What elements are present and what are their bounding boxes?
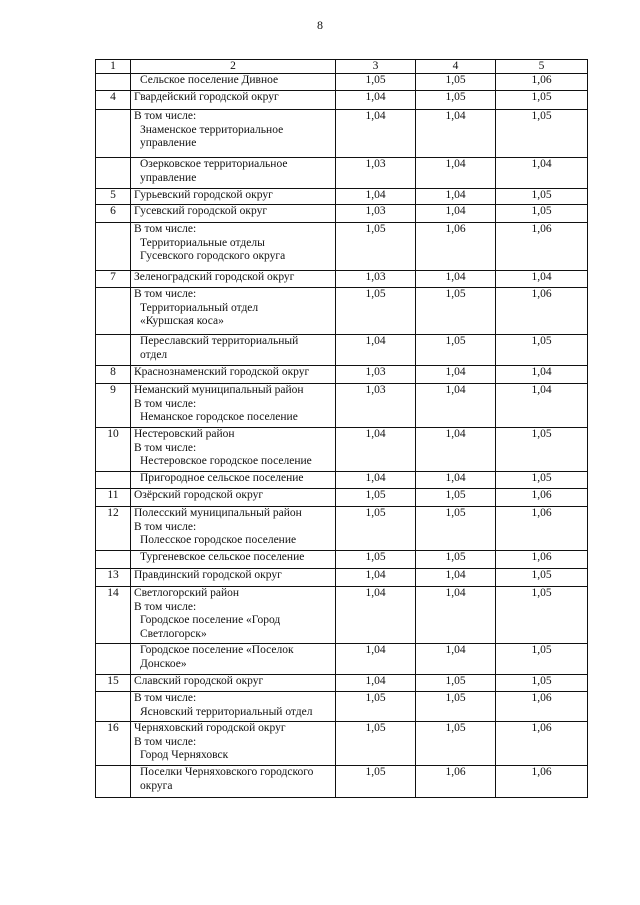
name-line: Краснознаменский городской округ bbox=[134, 366, 310, 378]
coefficient-value: 1,03 bbox=[336, 205, 416, 223]
name-line: Правдинский городской округ bbox=[134, 569, 282, 581]
name-line: В том числе: bbox=[134, 397, 197, 410]
table-row bbox=[96, 428, 588, 472]
row-number: 6 bbox=[96, 205, 131, 223]
table-row bbox=[96, 271, 588, 288]
coefficient-value: 1,06 bbox=[496, 722, 588, 766]
coefficient-value: 1,05 bbox=[336, 766, 416, 798]
coefficient-value: 1,04 bbox=[496, 384, 588, 428]
coefficient-value: 1,05 bbox=[336, 489, 416, 507]
table-row bbox=[96, 551, 588, 569]
name-line: Тургеневское сельское поселение bbox=[140, 551, 305, 563]
coefficient-value: 1,05 bbox=[416, 335, 496, 366]
coefficient-value: 1,04 bbox=[416, 158, 496, 189]
name-line: Полесский муниципальный район bbox=[134, 507, 302, 519]
municipality-name bbox=[131, 335, 336, 366]
column-header: 2 bbox=[131, 60, 336, 74]
row-number: 9 bbox=[96, 384, 131, 428]
page-number: 8 bbox=[317, 18, 323, 32]
name-line: управление bbox=[140, 171, 197, 184]
name-line: Светлогорск» bbox=[140, 627, 207, 640]
table-row bbox=[96, 205, 588, 223]
table-row bbox=[96, 766, 588, 798]
coefficients-table bbox=[95, 59, 588, 798]
municipality-name bbox=[131, 722, 336, 766]
coefficient-value: 1,06 bbox=[496, 766, 588, 798]
municipality-name bbox=[131, 766, 336, 798]
coefficient-value: 1,06 bbox=[496, 551, 588, 569]
name-line: В том числе: bbox=[134, 520, 197, 533]
coefficient-value: 1,04 bbox=[416, 428, 496, 472]
coefficient-value: 1,03 bbox=[336, 384, 416, 428]
name-line: Озёрский городской округ bbox=[134, 489, 264, 501]
name-line: Неманский муниципальный район bbox=[134, 384, 304, 396]
municipality-name bbox=[131, 675, 336, 692]
row-number bbox=[96, 110, 131, 158]
table-row bbox=[96, 587, 588, 644]
column-header: 5 bbox=[496, 60, 588, 74]
municipality-name bbox=[131, 223, 336, 271]
name-line: Гусевского городского округа bbox=[140, 250, 286, 262]
coefficient-value: 1,05 bbox=[496, 91, 588, 110]
row-number: 4 bbox=[96, 91, 131, 110]
table-row bbox=[96, 223, 588, 271]
coefficient-value: 1,05 bbox=[496, 428, 588, 472]
coefficient-value: 1,06 bbox=[496, 74, 588, 91]
coefficient-value: 1,05 bbox=[496, 675, 588, 692]
coefficient-value: 1,04 bbox=[416, 366, 496, 384]
coefficient-value: 1,05 bbox=[416, 675, 496, 692]
name-line: Нестеровское городское поселение bbox=[140, 455, 312, 467]
name-line: Поселки Черняховского городского bbox=[140, 766, 314, 778]
coefficient-value: 1,05 bbox=[496, 472, 588, 489]
name-line: «Куршская коса» bbox=[140, 315, 224, 327]
column-header: 4 bbox=[416, 60, 496, 74]
municipality-name bbox=[131, 74, 336, 91]
name-line: В том числе: bbox=[134, 441, 197, 454]
name-line: Городское поселение «Город bbox=[140, 614, 281, 626]
coefficient-value: 1,04 bbox=[416, 189, 496, 205]
row-number bbox=[96, 644, 131, 675]
row-number bbox=[96, 766, 131, 798]
row-number: 7 bbox=[96, 271, 131, 288]
municipality-name bbox=[131, 384, 336, 428]
name-line: управление bbox=[140, 137, 197, 149]
coefficient-value: 1,04 bbox=[336, 644, 416, 675]
municipality-name bbox=[131, 692, 336, 722]
coefficient-value: 1,04 bbox=[416, 569, 496, 587]
municipality-name bbox=[131, 587, 336, 644]
row-number bbox=[96, 335, 131, 366]
coefficient-value: 1,06 bbox=[496, 507, 588, 551]
municipality-name bbox=[131, 91, 336, 110]
coefficient-value: 1,04 bbox=[336, 335, 416, 366]
name-line: В том числе: bbox=[134, 288, 197, 300]
coefficient-value: 1,05 bbox=[336, 692, 416, 722]
coefficient-value: 1,06 bbox=[496, 692, 588, 722]
coefficient-value: 1,05 bbox=[496, 205, 588, 223]
coefficient-value: 1,05 bbox=[416, 91, 496, 110]
municipality-name bbox=[131, 569, 336, 587]
name-line: В том числе: bbox=[134, 600, 197, 613]
coefficient-value: 1,05 bbox=[416, 551, 496, 569]
name-line: В том числе: bbox=[134, 110, 197, 122]
coefficient-value: 1,03 bbox=[336, 271, 416, 288]
row-number: 5 bbox=[96, 189, 131, 205]
municipality-name bbox=[131, 489, 336, 507]
row-number bbox=[96, 472, 131, 489]
coefficient-value: 1,04 bbox=[416, 587, 496, 644]
coefficient-value: 1,04 bbox=[416, 644, 496, 675]
table-row bbox=[96, 489, 588, 507]
name-line: Городское поселение «Поселок bbox=[140, 644, 294, 656]
coefficient-value: 1,05 bbox=[416, 507, 496, 551]
coefficient-value: 1,06 bbox=[496, 288, 588, 335]
name-line: Гурьевский городской округ bbox=[134, 189, 273, 201]
name-line: Нестеровский район bbox=[134, 428, 235, 440]
coefficient-value: 1,04 bbox=[336, 428, 416, 472]
coefficient-value: 1,04 bbox=[336, 110, 416, 158]
coefficient-value: 1,04 bbox=[416, 384, 496, 428]
column-header: 1 bbox=[96, 60, 131, 74]
row-number: 10 bbox=[96, 428, 131, 472]
coefficient-value: 1,06 bbox=[416, 766, 496, 798]
municipality-name bbox=[131, 288, 336, 335]
coefficient-value: 1,05 bbox=[416, 74, 496, 91]
municipality-name bbox=[131, 507, 336, 551]
coefficient-value: 1,05 bbox=[496, 110, 588, 158]
name-line: Гусевский городской округ bbox=[134, 205, 268, 217]
coefficient-value: 1,04 bbox=[336, 587, 416, 644]
coefficient-value: 1,04 bbox=[336, 91, 416, 110]
coefficient-value: 1,05 bbox=[336, 507, 416, 551]
name-line: Зеленоградский городской округ bbox=[134, 271, 295, 283]
row-number: 13 bbox=[96, 569, 131, 587]
coefficient-value: 1,04 bbox=[336, 569, 416, 587]
name-line: Территориальные отделы bbox=[140, 236, 265, 249]
coefficient-value: 1,05 bbox=[496, 587, 588, 644]
row-number: 12 bbox=[96, 507, 131, 551]
row-number: 16 bbox=[96, 722, 131, 766]
coefficient-value: 1,06 bbox=[496, 489, 588, 507]
municipality-name bbox=[131, 472, 336, 489]
name-line: Переславский территориальный bbox=[140, 335, 299, 347]
coefficient-value: 1,05 bbox=[496, 335, 588, 366]
coefficient-value: 1,04 bbox=[496, 366, 588, 384]
table-row bbox=[96, 472, 588, 489]
municipality-name bbox=[131, 551, 336, 569]
row-number: 8 bbox=[96, 366, 131, 384]
name-line: Ясновский территориальный отдел bbox=[140, 705, 313, 718]
coefficient-value: 1,04 bbox=[496, 158, 588, 189]
name-line: Территориальный отдел bbox=[140, 301, 259, 314]
row-number bbox=[96, 551, 131, 569]
row-number: 11 bbox=[96, 489, 131, 507]
municipality-name bbox=[131, 205, 336, 223]
municipality-name bbox=[131, 189, 336, 205]
column-header: 3 bbox=[336, 60, 416, 74]
name-line: Озерковское территориальное bbox=[140, 158, 288, 170]
coefficient-value: 1,05 bbox=[336, 74, 416, 91]
municipality-name bbox=[131, 110, 336, 158]
coefficient-value: 1,06 bbox=[416, 223, 496, 271]
municipality-name bbox=[131, 271, 336, 288]
coefficient-value: 1,05 bbox=[336, 288, 416, 335]
municipality-name bbox=[131, 644, 336, 675]
coefficient-value: 1,05 bbox=[416, 692, 496, 722]
row-number bbox=[96, 692, 131, 722]
coefficient-value: 1,04 bbox=[416, 472, 496, 489]
row-number: 14 bbox=[96, 587, 131, 644]
coefficient-value: 1,04 bbox=[416, 205, 496, 223]
table-row bbox=[96, 569, 588, 587]
coefficient-value: 1,04 bbox=[496, 271, 588, 288]
table-row bbox=[96, 644, 588, 675]
coefficient-value: 1,05 bbox=[496, 189, 588, 205]
row-number bbox=[96, 158, 131, 189]
name-line: В том числе: bbox=[134, 735, 197, 748]
table-row bbox=[96, 692, 588, 722]
name-line: Пригородное сельское поселение bbox=[140, 472, 304, 484]
table-row bbox=[96, 110, 588, 158]
table-row bbox=[96, 366, 588, 384]
coefficient-value: 1,05 bbox=[496, 644, 588, 675]
coefficient-value: 1,05 bbox=[336, 223, 416, 271]
row-number bbox=[96, 288, 131, 335]
coefficient-value: 1,04 bbox=[336, 675, 416, 692]
name-line: В том числе: bbox=[134, 692, 197, 704]
name-line: Сельское поселение Дивное bbox=[140, 74, 279, 86]
municipality-name bbox=[131, 366, 336, 384]
name-line: Город Черняховск bbox=[140, 749, 229, 761]
coefficient-value: 1,05 bbox=[416, 288, 496, 335]
municipality-name bbox=[131, 158, 336, 189]
table-row bbox=[96, 158, 588, 189]
coefficient-value: 1,05 bbox=[336, 551, 416, 569]
coefficient-value: 1,04 bbox=[416, 271, 496, 288]
name-line: отдел bbox=[140, 348, 168, 361]
table-row bbox=[96, 507, 588, 551]
name-line: В том числе: bbox=[134, 223, 197, 235]
table-row bbox=[96, 384, 588, 428]
name-line: Черняховский городской округ bbox=[134, 722, 286, 734]
table-row bbox=[96, 74, 588, 91]
row-number bbox=[96, 74, 131, 91]
table-header-row bbox=[96, 60, 588, 74]
name-line: Неманское городское поселение bbox=[140, 411, 298, 423]
table-row bbox=[96, 335, 588, 366]
coefficient-value: 1,05 bbox=[416, 489, 496, 507]
coefficient-value: 1,03 bbox=[336, 158, 416, 189]
table-row bbox=[96, 91, 588, 110]
row-number: 15 bbox=[96, 675, 131, 692]
row-number bbox=[96, 223, 131, 271]
name-line: округа bbox=[140, 779, 173, 792]
coefficient-value: 1,04 bbox=[336, 472, 416, 489]
coefficient-value: 1,05 bbox=[416, 722, 496, 766]
table-row bbox=[96, 675, 588, 692]
coefficient-value: 1,06 bbox=[496, 223, 588, 271]
coefficient-value: 1,04 bbox=[336, 189, 416, 205]
coefficient-value: 1,04 bbox=[416, 110, 496, 158]
name-line: Славский городской округ bbox=[134, 675, 264, 687]
name-line: Донское» bbox=[140, 657, 187, 670]
table-row bbox=[96, 189, 588, 205]
name-line: Полесское городское поселение bbox=[140, 534, 297, 546]
municipality-name bbox=[131, 428, 336, 472]
table-row bbox=[96, 722, 588, 766]
name-line: Знаменское территориальное bbox=[140, 123, 284, 136]
name-line: Гвардейский городской округ bbox=[134, 91, 279, 103]
table-row bbox=[96, 288, 588, 335]
coefficient-value: 1,03 bbox=[336, 366, 416, 384]
coefficient-value: 1,05 bbox=[496, 569, 588, 587]
coefficient-value: 1,05 bbox=[336, 722, 416, 766]
name-line: Светлогорский район bbox=[134, 587, 240, 599]
